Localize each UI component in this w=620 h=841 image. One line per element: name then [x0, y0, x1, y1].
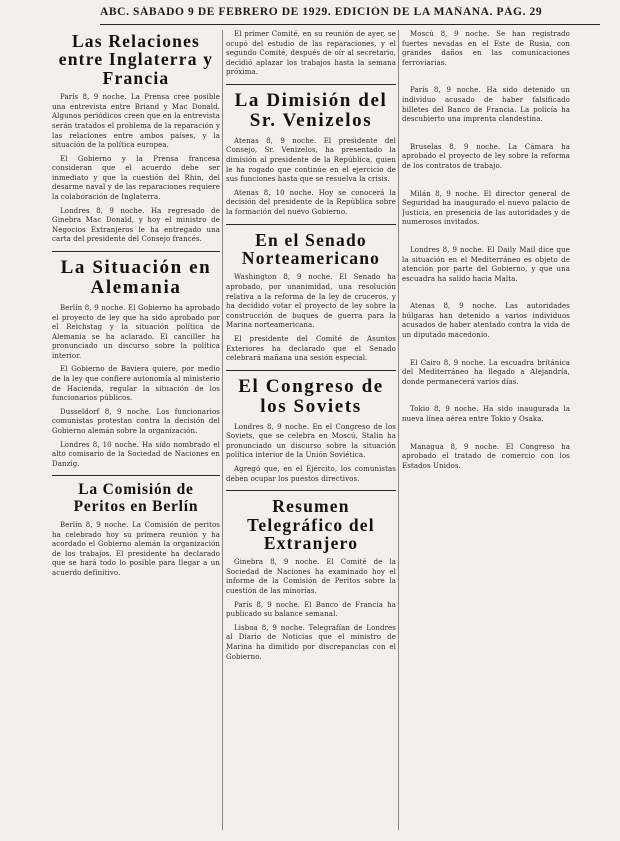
column-left [52, 30, 220, 835]
headline-relaciones: Las Relaciones entre Inglaterra y Francia [58, 31, 214, 88]
section-divider [226, 84, 396, 85]
article-paragraph: El Gobierno de Baviera quiere, por medio de la ley que confiere autonomía al ministerio de Hacienda, regular la situación de los funcionarios públicos. [52, 365, 220, 403]
article-paragraph: París 8, 9 noche. Ha sido detenido un individuo acusado de haber falsificado billetes del Banco de Francia. La policía ha descubierto una imprenta clandestina. [402, 86, 570, 124]
article-paragraph: El presidente del Comité de Asuntos Exteriores ha declarado que el Senado celebrará mañana una sesión especial. [226, 334, 396, 363]
article-paragraph: Lisboa 8, 9 noche. Telegrafían de Londres al Diario de Noticias que el ministro de Marina ha dimitido por discrepancias con el Gobierno. [226, 623, 396, 661]
column-right [402, 30, 570, 835]
section-divider [226, 224, 396, 225]
article-paragraph: El primer Comité, en su reunión de ayer, se ocupó del estudio de las reparaciones, y el segundo Comité, después de oír al secretario, decidió aplazar los trabajos hasta la semana próxima. [226, 30, 396, 77]
article-paragraph: El Cairo 8, 9 noche. La escuadra británica del Mediterráneo ha llegado a Alejandría, donde permanecerá varios días. [402, 358, 570, 386]
article-paragraph: Agregó que, en el Ejército, los comunistas deben ocupar los puestos directivos. [226, 464, 396, 483]
headline-resumen-telegrafico: Resumen Telegráfico del Extranjero [247, 496, 375, 553]
article-paragraph: Londres 8, 10 noche. Ha sido nombrado el alto comisario de la Sociedad de Naciones en Danzig. [52, 440, 220, 468]
section-divider [226, 490, 396, 491]
article-paragraph: París 8, 9 noche. El Banco de Francia ha publicado su balance semanal. [226, 600, 396, 619]
section-divider [52, 475, 220, 476]
section-divider [52, 251, 220, 252]
article-paragraph: Atenas 8, 9 noche. El presidente del Consejo, Sr. Venizelos, ha presentado la dimisión al presidente de la República, quien le ha rogado que continúe en el ejercicio de sus funciones hasta que se resuelva la crisis. [226, 136, 396, 184]
article-paragraph: Londres 8, 9 noche. El Daily Mail dice que la situación en el Mediterráneo es objeto de atención por parte del Gobierno, y que una escuadra ha salido hacia Malta. [402, 245, 570, 283]
article-paragraph: Berlín 8, 9 noche. El Gobierno ha aprobado el proyecto de ley que ha sido aprobado por el Reichstag y la situación política de Alemania se ha aclarado. El canciller ha pronunciado un discurso sobre la política interior. [52, 303, 220, 360]
page-header: ABC. SÁBADO 9 DE FEBRERO DE 1929. EDICIÓN DE LA MAÑANA. PÁG. 29 [100, 6, 600, 25]
article-paragraph: Berlín 8, 9 noche. La Comisión de peritos ha celebrado hoy su primera reunión y ha acordado el Gobierno alemán la organización de los trabajos. El presidente ha declarado que se hará todo lo posible para llegar a un acuerdo definitivo. [52, 520, 220, 577]
headline-comision-peritos: La Comisión de Peritos en Berlín [73, 481, 199, 515]
article-paragraph: Dusseldorf 8, 9 noche. Los funcionarios comunistas protestan contra la decisión del Gobierno alemán sobre la organización. [52, 407, 220, 436]
section-divider [226, 370, 396, 371]
column-middle [226, 30, 396, 835]
article-paragraph: Atenas 8, 10 noche. Hoy se conocerá la decisión del presidente de la República sobre la formación del nuevo Gobierno. [226, 188, 396, 216]
article-paragraph: Tokio 8, 9 noche. Ha sido inaugurada la nueva línea aérea entre Tokio y Osaka. [402, 405, 570, 424]
article-paragraph: Atenas 8, 9 noche. Las autoridades búlgaras han detenido a varios individuos acusados de haber atentado contra la vida de un diputado macedonio. [402, 302, 570, 340]
article-paragraph: El Gobierno y la Prensa francesa consideran que el acuerdo debe ser inmediato y que la cuestión del Rhin, del desarme naval y de las reparaciones requiere la colaboración de Inglaterra. [52, 154, 220, 202]
headline-congreso-soviets: El Congreso de los Soviets [238, 375, 384, 417]
headline-situacion-alemania: La Situación en Alemania [60, 257, 212, 298]
article-paragraph: Londres 8, 9 noche. En el Congreso de los Soviets, que se celebra en Moscú, Stalin ha pronunciado un discurso sobre la situación política interior de la Unión Soviética. [226, 422, 396, 460]
article-paragraph: Bruselas 8, 9 noche. La Cámara ha aprobado el proyecto de ley sobre la reforma de los contratos de trabajo. [402, 142, 570, 170]
article-paragraph: Ginebra 8, 9 noche. El Comité de la Sociedad de Naciones ha examinado hoy el informe de la Comisión de Peritos sobre la cuestión de las minorías. [226, 558, 396, 596]
headline-senado: En el Senado Norteamericano [241, 229, 381, 268]
article-paragraph: Milán 8, 9 noche. El director general de Seguridad ha inaugurado el nuevo palacio de Justicia, en presencia de las autoridades y de numerosos invitados. [402, 189, 570, 227]
headline-dimision-venizelos: La Dimisión del Sr. Venizelos [234, 89, 388, 131]
article-paragraph: Washington 8, 9 noche. El Senado ha aprobado, por unanimidad, una resolución relativa a la reforma de la ley de cruceros, y ha decidido votar el proyecto de ley sobre la construcción de buques de guerra para la Marina norteamericana. [226, 273, 396, 330]
article-paragraph: Londres 8, 9 noche. Ha regresado de Ginebra Mac Donald, y hoy el ministro de Negocios Extranjeros le ha entregado una carta del presidente del Consejo francés. [52, 206, 220, 244]
article-paragraph: Moscú 8, 9 noche. Se han registrado fuertes nevadas en el Este de Rusia, con grandes daños en las comunicaciones ferroviarias. [402, 30, 570, 67]
article-paragraph: Managua 8, 9 noche. El Congreso ha aprobado el tratado de comercio con los Estados Unidos. [402, 442, 570, 470]
column-rule [222, 30, 223, 830]
article-paragraph: París 8, 9 noche. La Prensa cree posible una entrevista entre Briand y Mac Donald. Algunos periódicos creen que en la entrevista serán tratados el problema de la reparación y las relaciones entre ambos países, y la situación de la política europea. [52, 93, 220, 150]
column-rule [398, 30, 399, 830]
